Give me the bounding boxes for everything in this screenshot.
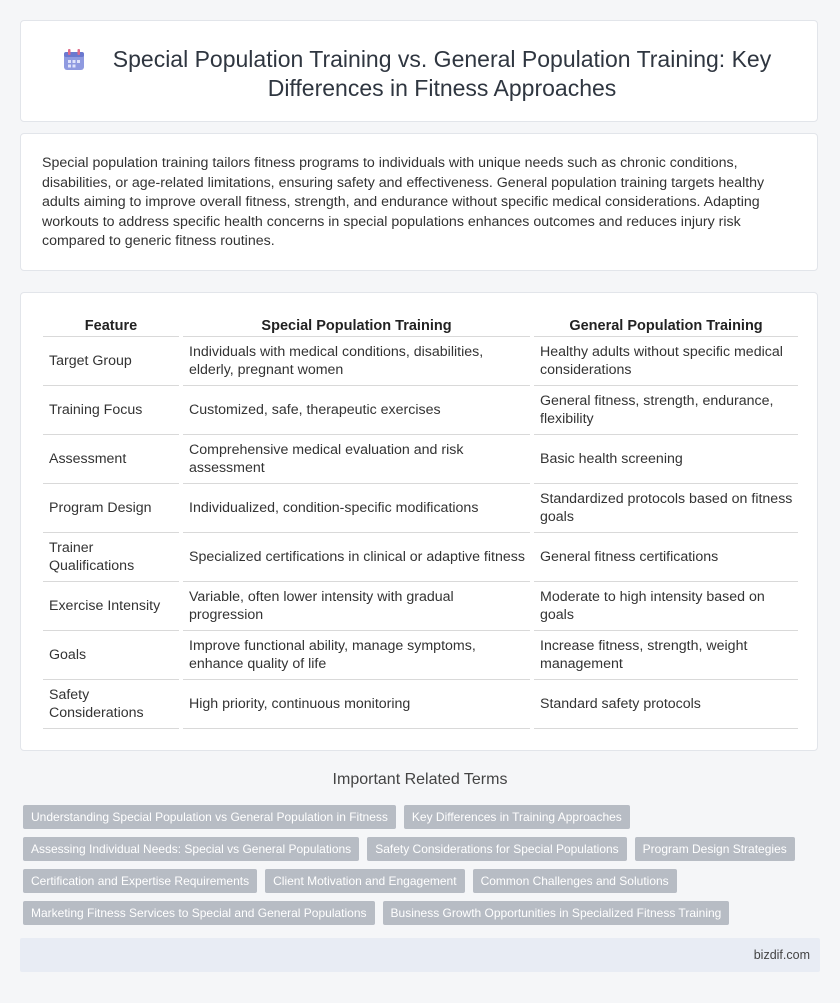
related-term-tag[interactable]: Understanding Special Population vs General Population in Fitness [23,805,396,829]
footer-site-link[interactable]: bizdif.com [753,948,810,962]
cell-special: Individuals with medical conditions, disabilities, elderly, pregnant women [183,337,530,386]
related-term-tag[interactable]: Business Growth Opportunities in Specialized Fitness Training [383,901,730,925]
related-term-tag[interactable]: Client Motivation and Engagement [265,869,464,893]
cell-special: Specialized certifications in clinical or adaptive fitness [183,533,530,582]
table-row [43,435,798,484]
cell-feature: Assessment [43,435,179,484]
tag-row [23,869,803,893]
header-special: Special Population Training [183,316,530,337]
header-feature: Feature [43,316,179,337]
related-terms-list [23,805,803,933]
cell-special: Variable, often lower intensity with gradual progression [183,582,530,631]
related-term-tag[interactable]: Assessing Individual Needs: Special vs General Populations [23,837,359,861]
cell-special: Improve functional ability, manage symptoms, enhance quality of life [183,631,530,680]
related-term-tag[interactable]: Program Design Strategies [635,837,795,861]
cell-special: Individualized, condition-specific modifications [183,484,530,533]
cell-general: Basic health screening [534,435,798,484]
related-term-tag[interactable]: Marketing Fitness Services to Special and General Populations [23,901,375,925]
comparison-table-card [20,292,818,751]
tag-row [23,837,803,861]
table-header-row [43,316,798,337]
cell-general: Increase fitness, strength, weight management [534,631,798,680]
cell-feature: Safety Considerations [43,680,179,729]
cell-feature: Training Focus [43,386,179,435]
related-term-tag[interactable]: Safety Considerations for Special Populations [367,837,626,861]
cell-special: Customized, safe, therapeutic exercises [183,386,530,435]
table-row [43,337,798,386]
related-term-tag[interactable]: Certification and Expertise Requirements [23,869,257,893]
intro-text: Special population training tailors fitness programs to individuals with unique needs such as chronic conditions, disabilities, or age-related limitations, ensuring safety and effectiveness. General population training targets healthy adults aiming to improve overall fitness, strength, and endurance without specific medical considerations. Adapting workouts to address specific health concerns in special populations enhances outcomes and reduces injury risk compared to generic fitness routines. [42,155,765,249]
table-row [43,582,798,631]
table-row [43,631,798,680]
title-wrap [21,21,817,103]
cell-feature: Target Group [43,337,179,386]
table-row [43,386,798,435]
page-title: Special Population Training vs. General Population Training: Key Differences in Fitness Approaches [112,46,772,101]
table-row [43,680,798,729]
cell-general: General fitness certifications [534,533,798,582]
comparison-table [43,316,798,729]
related-term-tag[interactable]: Common Challenges and Solutions [473,869,677,893]
calendar-icon [61,47,87,73]
tag-row [23,805,803,829]
cell-feature: Trainer Qualifications [43,533,179,582]
cell-feature: Program Design [43,484,179,533]
header-general: General Population Training [534,316,798,337]
cell-general: Moderate to high intensity based on goals [534,582,798,631]
table-row [43,484,798,533]
cell-general: Standardized protocols based on fitness goals [534,484,798,533]
footer [20,938,820,972]
table-row [43,533,798,582]
cell-feature: Exercise Intensity [43,582,179,631]
cell-feature: Goals [43,631,179,680]
related-term-tag[interactable]: Key Differences in Training Approaches [404,805,630,829]
tag-row [23,901,803,925]
cell-general: General fitness, strength, endurance, flexibility [534,386,798,435]
intro-card [20,133,818,271]
header-card [20,20,818,122]
related-terms-heading: Important Related Terms [332,771,508,788]
cell-general: Standard safety protocols [534,680,798,729]
cell-special: Comprehensive medical evaluation and risk assessment [183,435,530,484]
cell-special: High priority, continuous monitoring [183,680,530,729]
cell-general: Healthy adults without specific medical considerations [534,337,798,386]
